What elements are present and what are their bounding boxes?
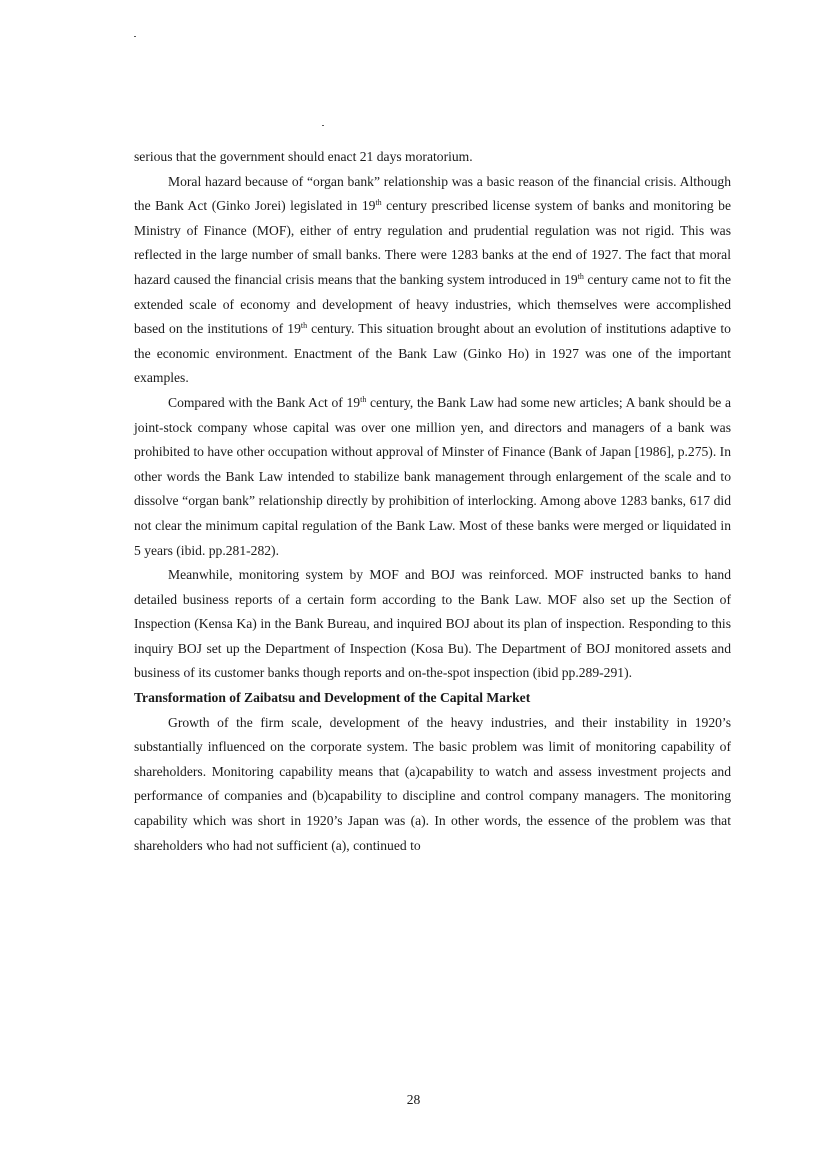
superscript: th [577,271,584,281]
text-run: Compared with the Bank Act of 19 [168,394,361,410]
paragraph [134,391,731,563]
text-run: century, the Bank Law had some new articles; A bank should be a joint-stock company whose capital was over one million yen, and directors and managers of a bank was prohibited to have other occupation without approval of Minster of Finance (Bank of Japan [1986], p.275). In other words the Bank Law intended to stabilize bank management through enlargement of the scale and to dissolve “organ bank” relationship directly by prohibition of interlocking. Among above 1283 banks, 617 did not clear the minimum capital regulation of the Bank Law. Most of these banks were merged or liquidated in 5 years (ibid. pp.281-282). [134,394,732,558]
paragraph [134,711,731,859]
text-run: Growth of the firm scale, development of the heavy industries, and their instability in 1920’s substantially influenced on the corporate system. The basic problem was limit of monitoring capability of shareholders. Monitoring capability means that (a)capability to watch and assess investment projects and performance of companies and (b)capability to discipline and control company managers. The monitoring capability which was short in 1920’s Japan was (a). In other words, the essence of the problem was that shareholders who had not sufficient (a), continued to [134,714,731,853]
superscript: th [375,198,382,208]
text-run: century. This situation brought about an evolution of institutions adaptive to the economic environment. Enactment of the Bank Law (Ginko Ho) in 1927 was one of the important examples. [134,321,731,386]
text-run: Meanwhile, monitoring system by MOF and BOJ was reinforced. MOF instructed banks to hand detailed business reports of a certain form according to the Bank Law. MOF also set up the Section of Inspection (Kensa Ka) in the Bank Bureau, and inquired BOJ about its plan of inspection. Responding to this inquiry BOJ set up the Department of Inspection (Kosa Bu). The Department of BOJ monitored assets and business of its customer banks though reports and on-the-spot inspection (ibid pp.289-291). [134,567,731,681]
paragraphs-before-heading [134,145,731,686]
paragraph [134,170,731,391]
superscript: th [360,394,367,404]
text-run: serious that the government should enact 21 days moratorium. [134,149,473,164]
scan-speck [322,125,324,126]
section-heading: Transformation of Zaibatsu and Development of the Capital Market [134,690,531,706]
page-number: 28 [406,1092,421,1107]
paragraph [134,145,731,170]
scan-speck [134,36,136,37]
superscript: th [300,321,308,331]
paragraphs-after-heading [134,711,731,859]
text-run: century prescribed license system of banks and monitoring be Ministry of Finance (MOF), either of entry regulation and prudential regulation was not rigid. This was reflected in the large number of small banks. There were 1283 banks at the end of 1927. The fact that moral hazard caused the financial crisis means that the banking system introduced in 19 [134,198,731,287]
body-text [134,145,731,858]
text-run: century came not to fit the extended scale of economy and development of heavy industries, which themselves were accomplished based on the institutions of 19 [134,271,731,337]
paragraph [134,563,731,686]
text-run: Moral hazard because of “organ bank” relationship was a basic reason of the financial crisis. Although the Bank Act (Ginko Jorei) legislated in 19 [134,173,731,214]
